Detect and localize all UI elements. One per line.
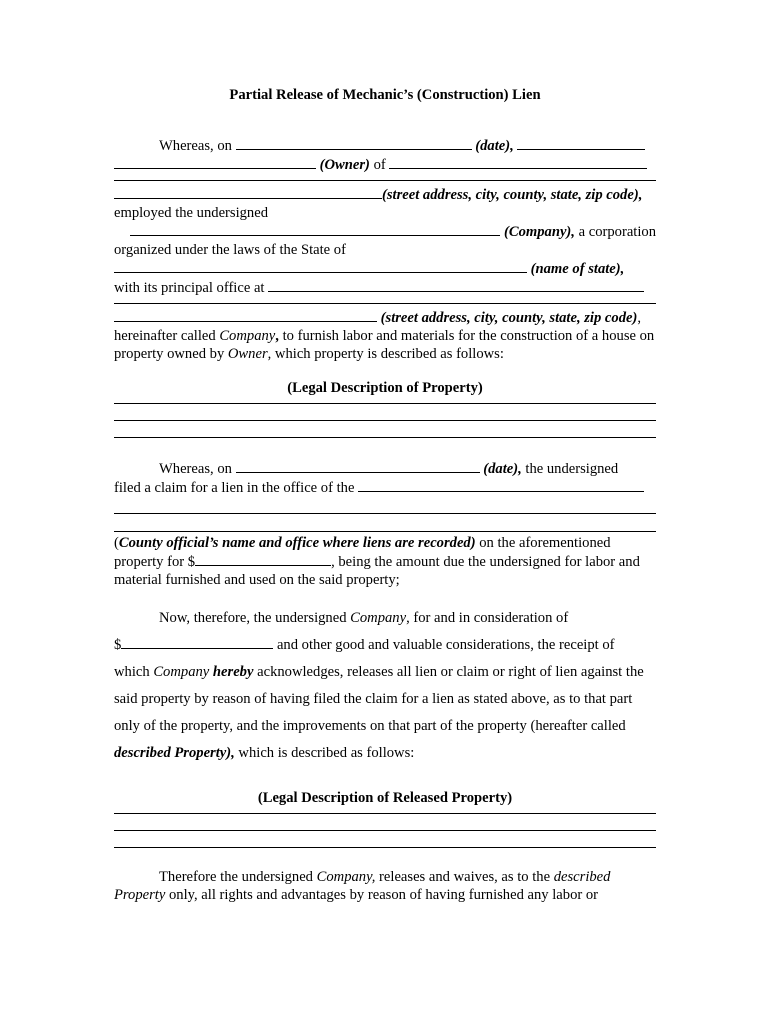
company-address-line: (street address, city, county, state, zip code), (114, 308, 656, 327)
principal-office-line: with its principal office at (114, 278, 656, 297)
consideration-amount-blank (121, 635, 273, 649)
lien-office-rule-1 (114, 513, 656, 514)
release-body: which Company hereby acknowledges, releases all lien or claim or right of lien against the said property by reason of having filed the claim for a lien as stated above, as to that part only of the property, and the improvements on that part of the property (hereafter called described Property), which is described as follows: (114, 664, 644, 761)
company-line: (Company), a corporation (114, 222, 656, 241)
release-line-2: $ and other good and valuable considerations, the receipt of (114, 637, 615, 653)
owner-blank (114, 155, 316, 169)
lien-office-blank (358, 478, 644, 492)
released-property-rule-2 (114, 830, 656, 831)
principal-office-blank (268, 278, 644, 292)
released-property-rule-3 (114, 847, 656, 848)
claim-date-blank (236, 459, 480, 473)
county-official-text: (County official’s name and office where liens are recorded) on the aforementioned property for $ , being the amount due the undersigned for labor and material furnished and used on the said property; (114, 535, 640, 588)
whereas-date-line: Whereas, on (date), (114, 136, 656, 155)
state-line: (name of state), (114, 259, 656, 278)
company-blank (130, 222, 500, 236)
filed-claim-line: filed a claim for a lien in the office of the (114, 478, 656, 497)
released-property-heading: (Legal Description of Released Property) (257, 790, 513, 806)
state-blank (114, 259, 527, 273)
street-address-blank (114, 185, 382, 199)
document-title: Partial Release of Mechanic’s (Construction) Lien (229, 87, 541, 103)
company-address-blank (114, 308, 377, 322)
date-blank (236, 136, 472, 150)
whereas-claim-line: Whereas, on (date), the undersigned (159, 461, 619, 477)
release-line-1: Now, therefore, the undersigned Company, for and in consideration of (159, 610, 569, 626)
owner-line: (Owner) of (114, 155, 656, 174)
legal-description-heading: (Legal Description of Property) (287, 380, 483, 396)
document-body (114, 86, 656, 904)
address-employed-text: (street address, city, county, state, zip code), employed the undersigned (114, 187, 643, 221)
legal-description-rule-3 (114, 437, 656, 438)
legal-description-rule-1 (114, 403, 656, 404)
organized-line: organized under the laws of the State of (114, 242, 346, 258)
released-property-rule-1 (114, 813, 656, 814)
waiver-text: Therefore the undersigned Company, releases and waives, as to the described Property only, all rights and advantages by reason of having furnished any labor or (114, 869, 611, 903)
property-amount-blank (195, 552, 331, 566)
owner-address-blank (389, 155, 647, 169)
hereinafter-text: hereinafter called Company, to furnish labor and materials for the construction of a house on property owned by Owner, which property is described as follows: (114, 328, 655, 362)
owner-blank-start (517, 136, 645, 150)
legal-description-rule-2 (114, 420, 656, 421)
release-paragraph (114, 605, 656, 767)
lien-office-rule-2 (114, 531, 656, 532)
